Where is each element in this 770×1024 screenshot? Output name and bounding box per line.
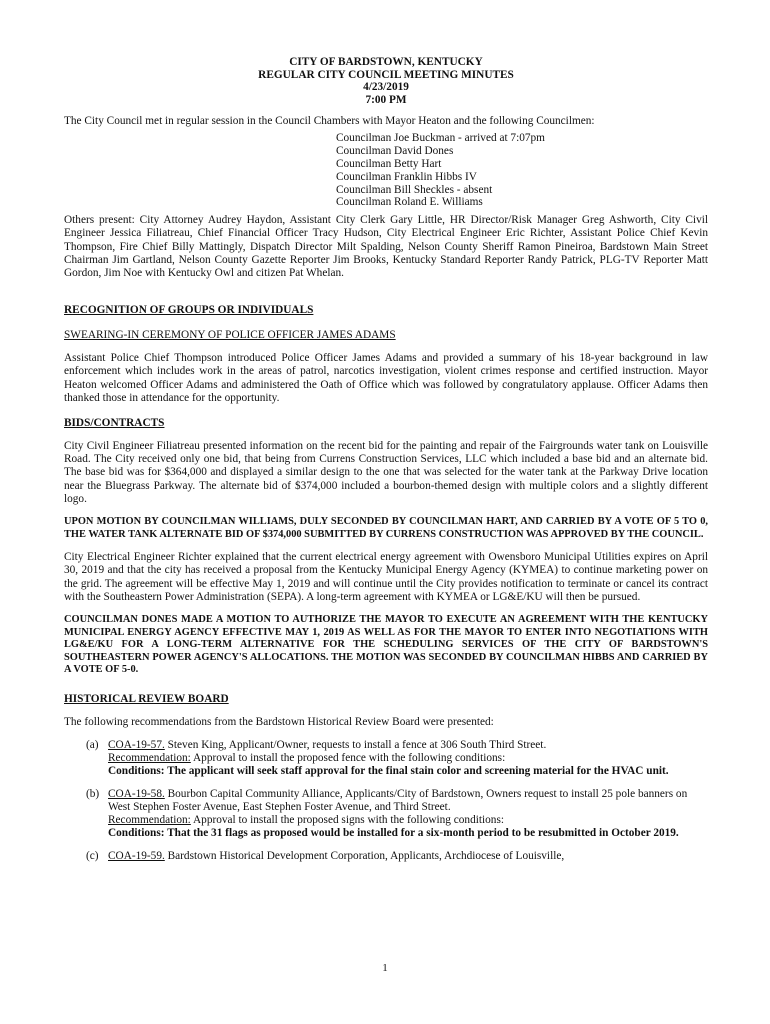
coa-code: COA-19-58. (108, 788, 165, 801)
member-item: Councilman Betty Hart (336, 157, 442, 170)
section-heading-historical: HISTORICAL REVIEW BOARD (64, 692, 229, 705)
item-label: (a) (86, 739, 99, 752)
recommendation-label: Recommendation: (108, 752, 191, 765)
motion-energy-agreement: COUNCILMAN DONES MADE A MOTION TO AUTHORIZE THE MAYOR TO EXECUTE AN AGREEMENT WITH THE KENTUCKY MUNICIPAL ENERGY AGENCY EFFECTIVE MAY 1, 2019 AS WELL AS FOR THE MAYOR TO ENTER INTO NEGOTIATIONS WITH LG&E/KU FOR A LONG-TERM ALTERNATIVE FOR THE SCHEDULING SERVICES OF THE CITY OF BARDSTOWN'S SOUTHEASTERN POWER AGENCY'S ALLOCATIONS. THE MOTION WAS SECONDED BY COUNCILMAN HIBBS AND CARRIED BY A VOTE OF 5-0. (64, 614, 708, 676)
item-text: Bourbon Capital Community Alliance, Applicants/City of Bardstown, Owners request to install 25 pole banners on West Stephen Foster Avenue, East Stephen Foster Avenue, and Third Street. (108, 788, 688, 814)
recommendation-text: Approval to install the proposed signs with the following conditions: (190, 814, 504, 827)
item-body (108, 788, 708, 840)
item-body (108, 850, 708, 863)
header-date: 4/23/2019 (363, 81, 409, 94)
recommendation-label: Recommendation: (108, 814, 191, 827)
section-heading-bids: BIDS/CONTRACTS (64, 416, 165, 429)
item-text: Steven King, Applicant/Owner, requests to install a fence at 306 South Third Street. (164, 739, 547, 752)
list-item (64, 850, 708, 863)
coa-code: COA-19-59. (108, 850, 165, 863)
item-text: Bardstown Historical Development Corporation, Applicants, Archdiocese of Louisville, (164, 850, 565, 863)
intro-paragraph: The City Council met in regular session in the Council Chambers with Mayor Heaton and the following Councilmen: (64, 115, 595, 128)
member-item: Councilman Franklin Hibbs IV (336, 170, 477, 183)
others-present-paragraph: Others present: City Attorney Audrey Haydon, Assistant City Clerk Gary Little, HR Director/Risk Manager Greg Ashworth, City Civil Engineer Jessica Filiatreau, Chief Financial Officer Tracy Hudson, City Electrical Engineer Eric Richter, Assistant Police Chief Kevin Thompson, Fire Chief Billy Mattingly, Dispatch Director Milt Spalding, Nelson County Sheriff Ramon Pineiroa, Bardstown Main Street Chairman Jim Gartland, Nelson County Gazette Reporter Jim Brooks, Kentucky Standard Reporter Randy Patrick, PLG-TV Reporter Matt Gordon, Jim Noe with Kentucky Owl and citizen Pat Whelan. (64, 214, 708, 279)
recognition-paragraph: Assistant Police Chief Thompson introduced Police Officer James Adams and provided a summary of his 18-year background in law enforcement which includes work in the areas of patrol, narcotics investigation, violent crimes response and certified instruction. Mayor Heaton welcomed Officer Adams and administered the Oath of Office which was followed by congratulatory applause. Officer Adams then thanked those in attendance for the opportunity. (64, 352, 708, 404)
header-city: CITY OF BARDSTOWN, KENTUCKY (289, 56, 483, 68)
member-item: Councilman David Dones (336, 145, 454, 158)
bids-paragraph-2: City Electrical Engineer Richter explained that the current electrical energy agreement with Owensboro Municipal Utilities expires on April 30, 2019 and that the city has received a proposal from the Kentucky Municipal Energy Agency (KYMEA) to continue marketing power on the grid. The agreement will be effective May 1, 2019 and will continue until the City provides notification to terminate or cancel its contract with the Southeastern Power Administration (SEPA). A long-term agreement with KYMEA or LG&E/KU will then be pursued. (64, 551, 708, 603)
document-header (64, 56, 708, 106)
item-label: (c) (86, 850, 99, 863)
list-item (64, 788, 708, 840)
section-heading-recognition: RECOGNITION OF GROUPS OR INDIVIDUALS (64, 304, 314, 317)
conditions-text: Conditions: The applicant will seek staff approval for the final stain color and screening material for the HVAC unit. (108, 765, 669, 778)
member-item: Councilman Joe Buckman - arrived at 7:07pm (336, 132, 545, 145)
subheading-swearing-in: SWEARING-IN CEREMONY OF POLICE OFFICER JAMES ADAMS (64, 329, 396, 342)
item-label: (b) (86, 788, 100, 801)
council-members-list (336, 132, 708, 209)
member-item: Councilman Bill Sheckles - absent (336, 183, 493, 196)
header-time: 7:00 PM (365, 93, 407, 106)
historical-intro: The following recommendations from the Bardstown Historical Review Board were presented: (64, 715, 494, 728)
header-title: REGULAR CITY COUNCIL MEETING MINUTES (258, 68, 514, 81)
page-number: 1 (382, 962, 388, 974)
item-body (108, 739, 708, 778)
recommendation-text: Approval to install the proposed fence with the following conditions: (190, 752, 506, 765)
list-item (64, 739, 708, 778)
motion-water-tank: UPON MOTION BY COUNCILMAN WILLIAMS, DULY SECONDED BY COUNCILMAN HART, AND CARRIED BY A VOTE OF 5 TO 0, THE WATER TANK ALTERNATE BID OF $374,000 SUBMITTED BY CURRENS CONSTRUCTION WAS APPROVED BY THE COUNCIL. (64, 516, 708, 540)
bids-paragraph-1: City Civil Engineer Filiatreau presented information on the recent bid for the painting and repair of the Fairgrounds water tank on Louisville Road. The City received only one bid, that being from Currens Construction Services, LLC which included a base bid and an alternate bid. The base bid was for $364,000 and displayed a similar design to the one that was selected for the water tank at the Parkway Drive location near the Bluegrass Parkway. The alternate bid of $374,000 included a bourbon-themed design with multiple colors and a slightly different logo. (64, 439, 708, 505)
member-item: Councilman Roland E. Williams (336, 196, 483, 209)
conditions-text: Conditions: That the 31 flags as proposed would be installed for a six-month period to be resubmitted in October 2019. (108, 827, 679, 840)
coa-code: COA-19-57. (108, 739, 165, 752)
document-page (64, 56, 708, 863)
